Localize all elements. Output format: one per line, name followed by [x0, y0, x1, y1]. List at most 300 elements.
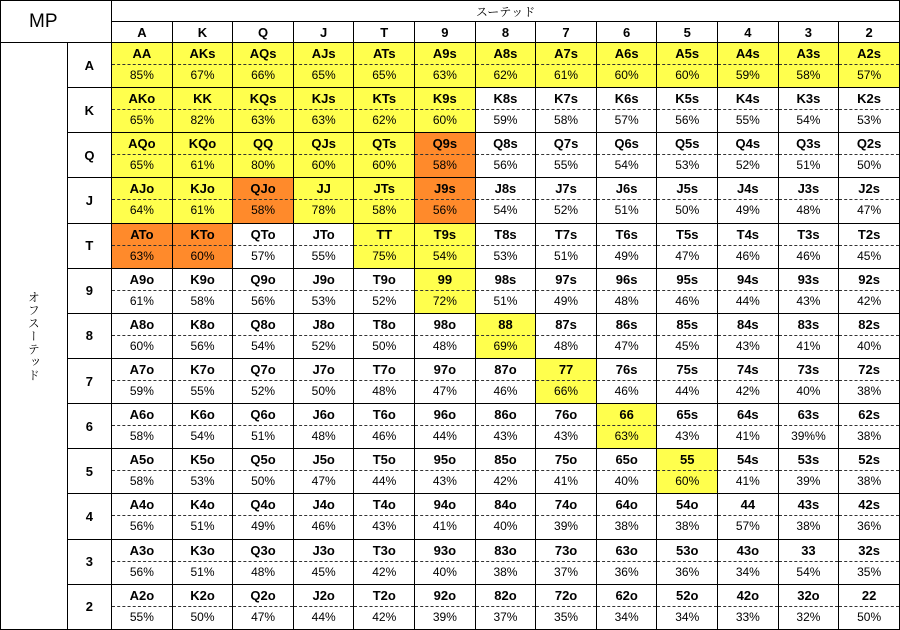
hand-cell [354, 88, 415, 133]
equity-percent: 44% [675, 383, 700, 398]
equity-percent: 60% [432, 113, 457, 128]
hand-label: Q5o [233, 449, 293, 471]
equity-percent: 53% [857, 113, 882, 128]
hand-label: K9o [173, 269, 233, 291]
equity-percent: 60% [675, 68, 700, 82]
hand-label: Q8s [476, 133, 536, 155]
hand-cell [233, 43, 294, 88]
hand-cell [415, 178, 476, 223]
column-rank-2: 2 [839, 22, 900, 43]
equity-percent: 61% [190, 158, 215, 173]
hand-label: 75o [536, 449, 596, 471]
equity-percent: 50% [857, 609, 882, 624]
hand-label: K4o [173, 494, 233, 516]
equity-percent: 60% [614, 68, 639, 82]
equity-percent: 85% [129, 68, 154, 82]
equity-percent: 42% [493, 474, 518, 489]
hand-cell [839, 358, 900, 403]
hand-label: 52s [839, 449, 899, 471]
hand-cell [172, 268, 233, 313]
hand-label: K5o [173, 449, 233, 471]
hand-cell [596, 313, 657, 358]
equity-percent: 44% [311, 609, 336, 624]
hand-cell [293, 584, 354, 629]
equity-percent: 48% [432, 338, 457, 353]
row-rank-A: A [67, 43, 111, 88]
hand-label: 72s [839, 359, 899, 381]
hand-cell [536, 404, 597, 449]
hand-cell [536, 539, 597, 584]
hand-label: 44 [718, 494, 778, 516]
hand-label: 77 [536, 359, 596, 381]
hand-label: 94s [718, 269, 778, 291]
equity-percent: 51% [796, 158, 821, 173]
hand-label: J9s [415, 178, 475, 200]
hand-label: J6s [597, 178, 657, 200]
hand-label: QQ [233, 133, 293, 155]
equity-percent: 54% [493, 203, 518, 218]
row-rank-6: 6 [67, 404, 111, 449]
equity-percent: 57% [614, 113, 639, 128]
row-rank-9: 9 [67, 268, 111, 313]
hand-label: K8s [476, 88, 536, 110]
hand-cell [415, 494, 476, 539]
column-rank-J: J [293, 22, 354, 43]
equity-percent: 49% [614, 248, 639, 263]
hand-label: 62s [839, 404, 899, 426]
equity-percent: 40% [796, 383, 821, 398]
hand-label: T5s [657, 224, 717, 246]
hand-label: 65s [657, 404, 717, 426]
hand-cell [233, 133, 294, 178]
row-rank-8: 8 [67, 313, 111, 358]
equity-percent: 75% [372, 248, 397, 263]
hand-cell [778, 358, 839, 403]
hand-label: A5o [112, 449, 172, 471]
hand-cell [596, 88, 657, 133]
hand-cell [657, 313, 718, 358]
equity-percent: 55% [129, 609, 154, 624]
equity-percent: 39% [554, 519, 579, 534]
hand-grid [1, 43, 900, 630]
equity-percent: 67% [190, 68, 215, 82]
equity-percent: 46% [372, 429, 397, 444]
hand-cell [112, 494, 173, 539]
hand-label: T3s [779, 224, 839, 246]
equity-percent: 45% [675, 338, 700, 353]
equity-percent: 51% [554, 248, 579, 263]
row-rank-T: T [67, 223, 111, 268]
hand-label: 98o [415, 314, 475, 336]
hand-label: Q7s [536, 133, 596, 155]
hand-cell [839, 313, 900, 358]
hand-cell [415, 358, 476, 403]
hand-label: T3o [354, 540, 414, 562]
hand-label: T7o [354, 359, 414, 381]
equity-percent: 58% [554, 113, 579, 128]
equity-percent: 57% [251, 248, 276, 263]
hand-cell [778, 88, 839, 133]
hand-cell [415, 313, 476, 358]
equity-percent: 65% [129, 158, 154, 173]
hand-cell [778, 584, 839, 629]
equity-percent: 43% [735, 338, 760, 353]
hand-cell [596, 539, 657, 584]
equity-percent: 56% [493, 158, 518, 173]
hand-label: K3o [173, 540, 233, 562]
hand-label: 53o [657, 540, 717, 562]
hand-label: 62o [597, 585, 657, 607]
equity-percent: 40% [432, 564, 457, 579]
hand-label: Q3o [233, 540, 293, 562]
table-row [1, 43, 900, 88]
hand-label: 97s [536, 269, 596, 291]
hand-cell [354, 494, 415, 539]
equity-percent: 63% [311, 113, 336, 128]
hand-label: 86s [597, 314, 657, 336]
hand-cell [233, 584, 294, 629]
equity-percent: 47% [432, 383, 457, 398]
equity-percent: 62% [493, 68, 518, 82]
equity-percent: 56% [251, 293, 276, 308]
equity-percent: 58% [129, 429, 154, 444]
hand-cell [475, 539, 536, 584]
row-rank-J: J [67, 178, 111, 223]
hand-cell [839, 88, 900, 133]
hand-cell [415, 223, 476, 268]
equity-percent: 50% [251, 474, 276, 489]
equity-percent: 46% [311, 519, 336, 534]
equity-percent: 69% [493, 338, 518, 353]
hand-label: A2o [112, 585, 172, 607]
hand-cell [293, 43, 354, 88]
hand-label: 85s [657, 314, 717, 336]
column-rank-3: 3 [778, 22, 839, 43]
equity-percent: 41% [554, 474, 579, 489]
equity-percent: 40% [614, 474, 639, 489]
equity-percent: 43% [675, 429, 700, 444]
hand-cell [415, 539, 476, 584]
equity-percent: 63% [251, 113, 276, 128]
hand-label: A4s [718, 43, 778, 65]
hand-label: 85o [476, 449, 536, 471]
hand-cell [596, 178, 657, 223]
hand-cell [112, 404, 173, 449]
hand-cell [657, 494, 718, 539]
hand-label: 65o [597, 449, 657, 471]
equity-percent: 49% [251, 519, 276, 534]
position-label: MP [1, 1, 112, 43]
equity-percent: 36% [614, 564, 639, 579]
hand-label: J2o [294, 585, 354, 607]
hand-cell [839, 584, 900, 629]
hand-cell [112, 133, 173, 178]
hand-label: 74o [536, 494, 596, 516]
hand-cell [415, 43, 476, 88]
hand-label: T6o [354, 404, 414, 426]
equity-percent: 58% [432, 158, 457, 173]
hand-cell [475, 88, 536, 133]
equity-percent: 51% [251, 429, 276, 444]
hand-cell [475, 223, 536, 268]
hand-label: 92o [415, 585, 475, 607]
equity-percent: 38% [796, 519, 821, 534]
hand-cell [657, 133, 718, 178]
equity-percent: 53% [493, 248, 518, 263]
hand-label: TT [354, 224, 414, 246]
hand-label: 93s [779, 269, 839, 291]
hand-cell [596, 268, 657, 313]
equity-percent: 37% [493, 609, 518, 624]
equity-percent: 39% [796, 474, 821, 489]
hand-label: K7o [173, 359, 233, 381]
hand-cell [112, 539, 173, 584]
hand-label: AA [112, 43, 172, 65]
equity-percent: 52% [554, 203, 579, 218]
equity-percent: 34% [614, 609, 639, 624]
hand-cell [112, 43, 173, 88]
hand-cell [233, 88, 294, 133]
column-rank-4: 4 [718, 22, 779, 43]
hand-label: Q9o [233, 269, 293, 291]
hand-label: 96o [415, 404, 475, 426]
hand-label: 84s [718, 314, 778, 336]
equity-percent: 38% [614, 519, 639, 534]
hand-label: Q7o [233, 359, 293, 381]
hand-label: T9o [354, 269, 414, 291]
hand-label: 43s [779, 494, 839, 516]
hand-label: T8o [354, 314, 414, 336]
hand-cell [596, 494, 657, 539]
row-rank-4: 4 [67, 494, 111, 539]
hand-cell [839, 404, 900, 449]
hand-label: ATs [354, 43, 414, 65]
hand-cell [596, 43, 657, 88]
hand-label: JJ [294, 178, 354, 200]
equity-percent: 57% [857, 68, 882, 82]
equity-percent: 56% [190, 338, 215, 353]
column-rank-7: 7 [536, 22, 597, 43]
equity-percent: 56% [129, 564, 154, 579]
equity-percent: 38% [493, 564, 518, 579]
hand-cell [657, 449, 718, 494]
equity-percent: 48% [251, 564, 276, 579]
hand-cell [172, 133, 233, 178]
hand-label: 95o [415, 449, 475, 471]
hand-label: 95s [657, 269, 717, 291]
equity-percent: 35% [857, 564, 882, 579]
hand-label: AQo [112, 133, 172, 155]
hand-cell [233, 268, 294, 313]
hand-label: AKs [173, 43, 233, 65]
equity-percent: 39% [432, 609, 457, 624]
hand-cell [536, 358, 597, 403]
column-rank-Q: Q [233, 22, 294, 43]
hand-cell [718, 494, 779, 539]
row-rank-K: K [67, 88, 111, 133]
column-rank-T: T [354, 22, 415, 43]
hand-cell [415, 404, 476, 449]
equity-percent: 35% [554, 609, 579, 624]
hand-label: 64o [597, 494, 657, 516]
hand-label: ATo [112, 224, 172, 246]
hand-label: AJo [112, 178, 172, 200]
equity-percent: 47% [311, 474, 336, 489]
equity-percent: 44% [432, 429, 457, 444]
hand-label: 53s [779, 449, 839, 471]
hand-cell [657, 539, 718, 584]
hand-label: J3o [294, 540, 354, 562]
hand-cell [293, 313, 354, 358]
hand-cell [354, 223, 415, 268]
hand-label: A6o [112, 404, 172, 426]
hand-cell [536, 268, 597, 313]
hand-cell [172, 449, 233, 494]
hand-cell [778, 178, 839, 223]
row-rank-7: 7 [67, 358, 111, 403]
equity-percent: 42% [372, 564, 397, 579]
equity-percent: 44% [372, 474, 397, 489]
hand-label: A5s [657, 43, 717, 65]
equity-percent: 41% [735, 429, 760, 444]
hand-label: A6s [597, 43, 657, 65]
equity-percent: 46% [493, 383, 518, 398]
hand-label: JTo [294, 224, 354, 246]
equity-percent: 49% [554, 293, 579, 308]
hand-cell [415, 584, 476, 629]
hand-label: A3s [779, 43, 839, 65]
hand-cell [475, 358, 536, 403]
equity-percent: 48% [614, 293, 639, 308]
hand-cell [172, 313, 233, 358]
hand-label: 92s [839, 269, 899, 291]
hand-cell [354, 358, 415, 403]
hand-cell [172, 494, 233, 539]
hand-cell [657, 404, 718, 449]
equity-percent: 53% [190, 474, 215, 489]
hand-label: Q6o [233, 404, 293, 426]
hand-cell [778, 43, 839, 88]
equity-percent: 59% [493, 113, 518, 128]
hand-cell [475, 449, 536, 494]
hand-cell [718, 404, 779, 449]
hand-label: J5o [294, 449, 354, 471]
equity-percent: 43% [432, 474, 457, 489]
column-rank-header-row [1, 22, 900, 43]
equity-percent: 60% [129, 338, 154, 353]
table-row [1, 584, 900, 629]
hand-label: KQs [233, 88, 293, 110]
hand-label: K8o [173, 314, 233, 336]
hand-label: JTs [354, 178, 414, 200]
hand-cell [778, 494, 839, 539]
hand-label: 88 [476, 314, 536, 336]
hand-cell [475, 313, 536, 358]
equity-percent: 50% [857, 158, 882, 173]
equity-percent: 51% [190, 519, 215, 534]
equity-percent: 41% [796, 338, 821, 353]
equity-percent: 63% [614, 429, 639, 444]
equity-percent: 55% [190, 383, 215, 398]
hand-label: 74s [718, 359, 778, 381]
hand-label: K7s [536, 88, 596, 110]
table-row [1, 178, 900, 223]
hand-cell [778, 223, 839, 268]
equity-percent: 61% [554, 68, 579, 82]
hand-label: K5s [657, 88, 717, 110]
equity-percent: 53% [675, 158, 700, 173]
equity-percent: 55% [311, 248, 336, 263]
equity-percent: 56% [129, 519, 154, 534]
hand-cell [293, 494, 354, 539]
equity-percent: 46% [796, 248, 821, 263]
equity-percent: 50% [372, 338, 397, 353]
hand-label: K3s [779, 88, 839, 110]
hand-label: 83s [779, 314, 839, 336]
hand-label: A9o [112, 269, 172, 291]
table-row [1, 133, 900, 178]
table-row [1, 449, 900, 494]
row-rank-2: 2 [67, 584, 111, 629]
equity-percent: 50% [190, 609, 215, 624]
hand-cell [475, 404, 536, 449]
hand-cell [596, 404, 657, 449]
row-rank-3: 3 [67, 539, 111, 584]
equity-percent: 36% [857, 519, 882, 534]
column-rank-6: 6 [596, 22, 657, 43]
hand-label: 97o [415, 359, 475, 381]
table-row [1, 494, 900, 539]
hand-cell [172, 223, 233, 268]
hand-cell [839, 494, 900, 539]
hand-label: 64s [718, 404, 778, 426]
hand-cell [839, 223, 900, 268]
hand-label: Q2o [233, 585, 293, 607]
hand-label: Q8o [233, 314, 293, 336]
equity-percent: 57% [735, 519, 760, 534]
hand-label: K9s [415, 88, 475, 110]
hand-cell [293, 404, 354, 449]
hand-label: Q2s [839, 133, 899, 155]
equity-percent: 53% [311, 293, 336, 308]
hand-label: KJs [294, 88, 354, 110]
hand-label: 76s [597, 359, 657, 381]
equity-percent: 45% [857, 248, 882, 263]
equity-percent: 64% [129, 203, 154, 218]
hand-label: 73s [779, 359, 839, 381]
hand-cell [233, 494, 294, 539]
hand-label: A8s [476, 43, 536, 65]
hand-cell [718, 539, 779, 584]
hand-cell [233, 404, 294, 449]
equity-percent: 51% [493, 293, 518, 308]
equity-percent: 61% [190, 203, 215, 218]
table-row [1, 88, 900, 133]
column-rank-8: 8 [475, 22, 536, 43]
equity-percent: 54% [796, 564, 821, 579]
hand-label: QJs [294, 133, 354, 155]
hand-label: KK [173, 88, 233, 110]
equity-percent: 42% [857, 293, 882, 308]
hand-cell [415, 449, 476, 494]
column-rank-K: K [172, 22, 233, 43]
equity-percent: 62% [372, 113, 397, 128]
row-rank-Q: Q [67, 133, 111, 178]
hand-label: 83o [476, 540, 536, 562]
hand-label: T2o [354, 585, 414, 607]
table-row [1, 268, 900, 313]
table-row [1, 358, 900, 403]
